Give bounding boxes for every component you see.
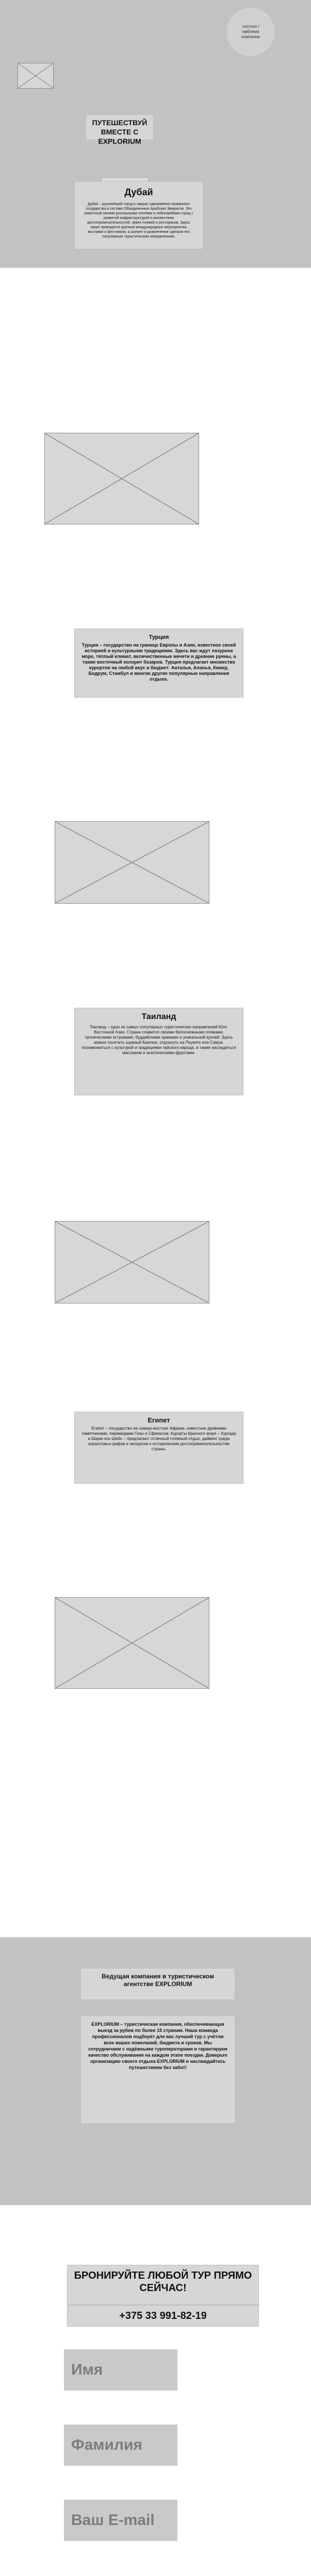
tour-name: Таиланд <box>141 1012 176 1021</box>
tour-image-egypt <box>55 1597 209 1689</box>
tour-name: Турция <box>149 634 169 640</box>
tour-image-thailand <box>55 1221 209 1303</box>
tour-card-egypt[interactable] <box>74 1412 243 1484</box>
name-input[interactable]: Имя <box>64 2349 177 2391</box>
hero-section <box>0 0 311 268</box>
tour-card-turkey[interactable] <box>74 629 243 698</box>
about-heading-box <box>80 1968 235 2000</box>
tour-card-dubai[interactable] <box>74 181 203 249</box>
about-heading: Ведущая компания в туристическом агентстве EXPLORIUM <box>102 1973 214 1988</box>
booking-phone-box[interactable] <box>67 2305 259 2327</box>
tour-description: Египет – государство на северо-востоке Африки, известное древними памятниками, пирамидами Гизы и Сфинксом. Курорты Красного моря – Хургада и Шарм-эль-Шейх – предлагают отличный пляжный отдых, дайвинг среди коралловых рифов и экскурсии к историческим достопримечательностям страны. <box>81 1426 236 1451</box>
about-section <box>0 1937 311 2205</box>
header-image-placeholder <box>18 63 54 89</box>
tour-name: Дубай <box>124 187 153 197</box>
hero-title-box <box>86 114 154 145</box>
booking-title: БРОНИРУЙТЕ ЛЮБОЙ ТУР ПРЯМО СЕЙЧАС! <box>74 2270 252 2294</box>
tour-name: Египет <box>148 1416 170 1424</box>
tour-image-dubai <box>44 433 199 524</box>
booking-title-box <box>67 2265 259 2305</box>
booking-section <box>0 2205 311 2576</box>
surname-input[interactable]: Фамилия <box>64 2425 177 2466</box>
tour-image-turkey <box>55 821 209 904</box>
hero-title: ПУТЕШЕСТВУЙ ВМЕСТЕ С EXPLORIUM <box>92 118 148 145</box>
booking-phone[interactable]: +375 33 991-82-19 <box>119 2310 207 2321</box>
tour-card-thailand[interactable] <box>74 1008 243 1095</box>
about-text: EXPLORIUM – туристическая компания, обеспечивающая выезд за рубеж по более 15 странам. Наша команда профессионалов подберёт для вас лучший тур с учётом всех ваших пожеланий, бюджета и сроков. Мы сотрудничаем с надёжными туроператорами и гарантируем качество обслуживания на каждом этапе поездки. Доверьте организацию своего отдыха EXPLORIUM и наслаждайтесь путешествием без забот! <box>88 2022 227 2070</box>
about-text-box <box>80 2015 235 2124</box>
email-input[interactable]: Ваш E-mail <box>64 2500 177 2541</box>
company-logo[interactable] <box>226 7 275 57</box>
tour-description: Турция – государство на границе Европы и Азии, известное своей историей и культурными традициями. Здесь вас ждут лазурное море, тёплый климат, величественные мечети и древние руины, а также восточный колорит базаров. Турция предлагает множество курортов на любой вкус и бюджет: Анталья, Аланья, Кемер, Бодрум, Стамбул и многие другие популярные направления отдыха. <box>81 642 236 682</box>
company-logo-text: логотип / эмблема компании <box>241 24 260 39</box>
tours-section <box>0 268 311 1937</box>
tour-description: Дубай – крупнейший город и эмират одноимённо названного государства в составе Объединенных Арабских Эмиратов. Это известный своими роскошными отелями и небоскребами город с развитой инфраструктурой и множеством достопримечательностей, ярких пляжей и ресторанов. Здесь также проводятся крупные международные мероприятия, выставки и фестивали, а шопинг и развлечения сделали его популярным туристическим направлением. <box>84 202 193 239</box>
tour-description: Таиланд – одно из самых популярных туристических направлений Юго-Восточной Азии. Страна славится своими белоснежными пляжами, тропическими островами, буддийскими храмами и уникальной кухней. Здесь можно посетить шумный Бангкок, отдохнуть на Пхукете или Самуи, познакомиться с культурой и традициями тайского народа, а также насладиться массажем и экзотическими фруктами. <box>81 1025 236 1055</box>
